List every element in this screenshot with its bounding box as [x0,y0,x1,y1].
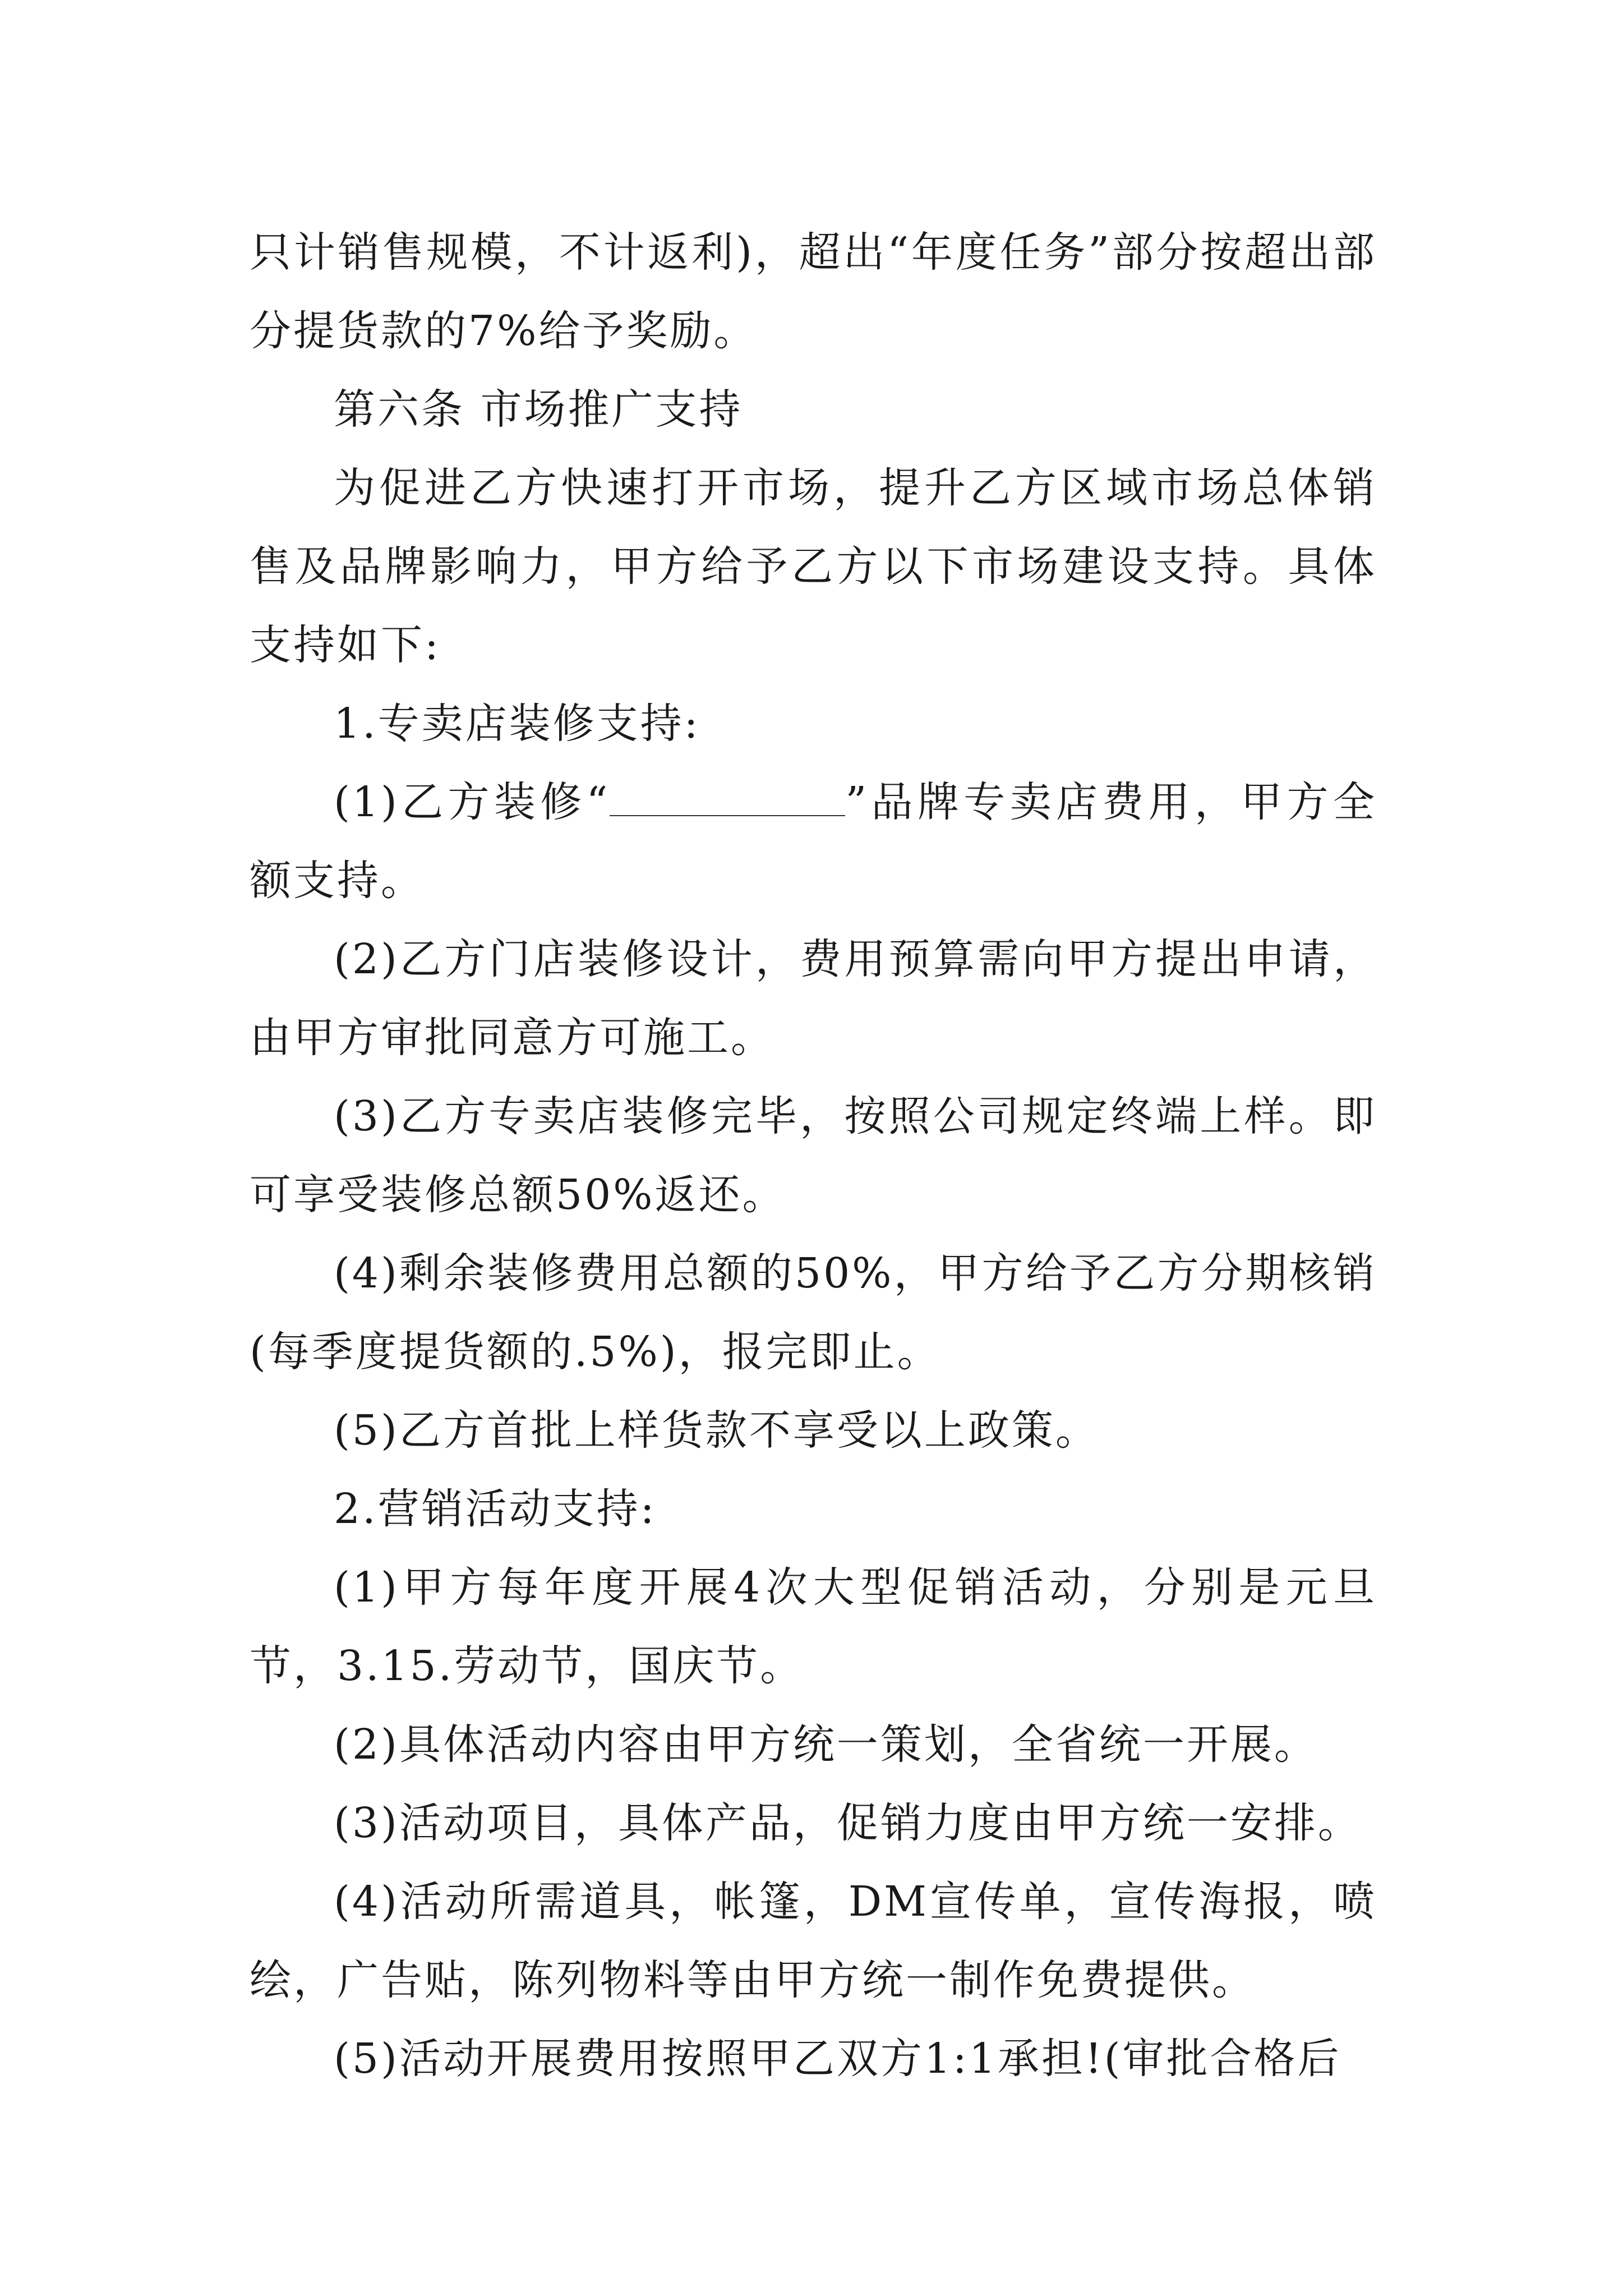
paragraph-marketing-item-1: (1)甲方每年度开展4次大型促销活动，分别是元旦节，3.15.劳动节，国庆节。 [250,1563,1377,1690]
brand-name-blank [610,781,845,816]
decoration-item-1-after: ”品牌专卖店费用，甲方全额支持。 [250,778,1377,905]
decoration-item-1-before: (1)乙方装修“ [334,778,610,826]
section-heading-marketing: 2.营销活动支持: [334,1485,657,1533]
paragraph-decoration-item-3: (3)乙方专卖店装修完毕，按照公司规定终端上样。即可享受装修总额50%返还。 [250,1092,1377,1219]
paragraph-decoration-item-4: (4)剩余装修费用总额的50%，甲方给予乙方分期核销(每季度提货额的.5%)，报完即止。 [250,1249,1377,1376]
paragraph-marketing-item-5: (5)活动开展费用按照甲乙双方1:1承担!(审批合格后 [334,2035,1341,2083]
paragraph-decoration-item-2: (2)乙方门店装修设计，费用预算需向甲方提出申请，由甲方审批同意方可施工。 [250,935,1377,1062]
paragraph-rebate-continuation: 只计销售规模，不计返利)，超出“年度任务”部分按超出部分提货款的7%给予奖励。 [250,228,1377,355]
paragraph-marketing-item-2: (2)具体活动内容由甲方统一策划，全省统一开展。 [334,1720,1318,1769]
paragraph-decoration-item-5: (5)乙方首批上样货款不享受以上政策。 [334,1406,1099,1455]
section-heading-store-decoration: 1.专卖店装修支持: [334,700,700,748]
article-heading: 第六条 市场推广支持 [334,385,743,434]
paragraph-intro: 为促进乙方快速打开市场，提升乙方区域市场总体销售及品牌影响力，甲方给予乙方以下市场建设支持。具体支持如下: [250,464,1377,669]
paragraph-marketing-item-3: (3)活动项目，具体产品，促销力度由甲方统一安排。 [334,1799,1362,1847]
paragraph-decoration-item-1 [250,763,1377,920]
paragraph-marketing-item-4: (4)活动所需道具，帐篷，DM宣传单，宣传海报，喷绘，广告贴，陈列物料等由甲方统一制作免费提供。 [250,1878,1377,2004]
document-page [250,213,1377,2098]
